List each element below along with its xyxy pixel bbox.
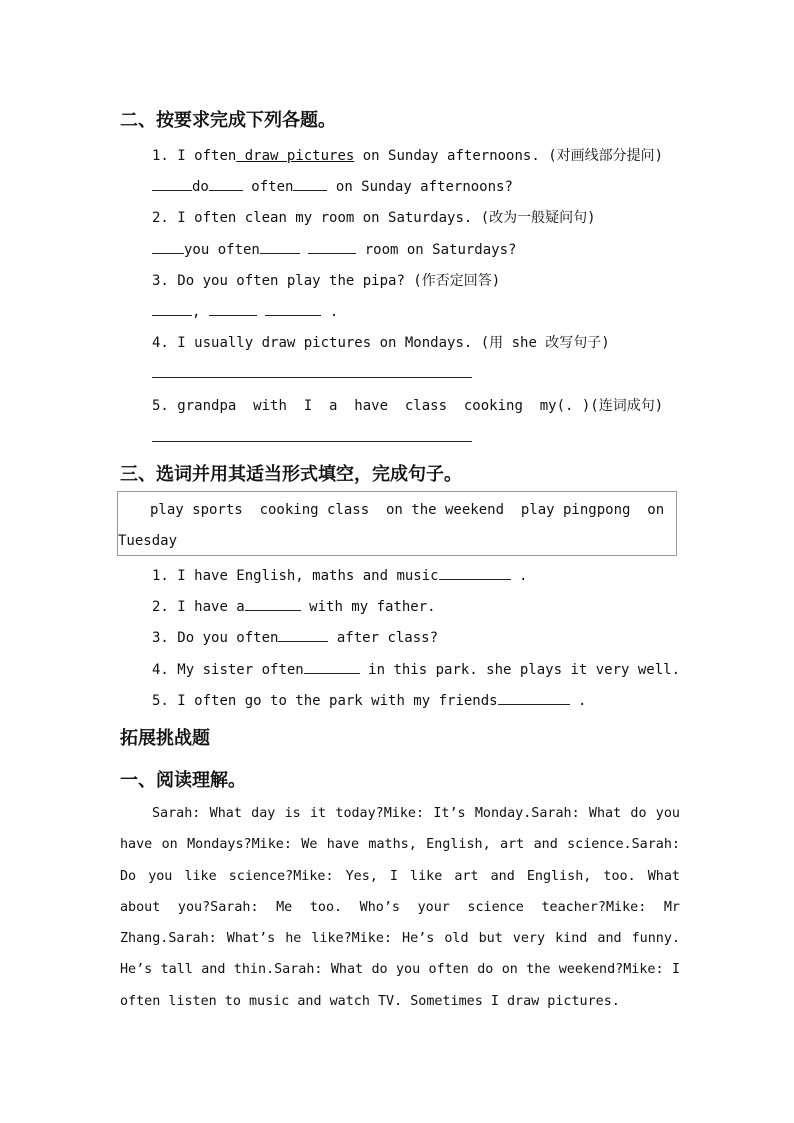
s2-item-4: 4. I usually draw pictures on Mondays. (用 she 改写句子) xyxy=(152,335,610,351)
s2-answer-2: you often room on Saturdays? xyxy=(152,239,516,258)
passage-text: Sarah: What day is it today?Mike: It’s Monday.Sarah: What do you have on Mondays?Mike: We have maths, English, art and science.Sarah: Do you like science?Mike: Yes, I like art and English, too. What about you?Sarah: Me too. Who’s your science teacher?Mike: Mr Zhang.Sarah: What’s he like?Mike: He’s old but very kind and funny. He’s tall and thin.Sarah: What do you often do on the weekend?Mike: I often listen to music and watch TV. Sometimes I draw pictures. xyxy=(120,806,680,1009)
blank[interactable] xyxy=(245,596,301,611)
blank[interactable] xyxy=(152,301,192,316)
blank[interactable] xyxy=(265,301,321,316)
word-bank-line: play sports cooking class on the weekend play pingpong on xyxy=(150,502,665,518)
s2-answer-1: do often on Sunday afternoons? xyxy=(152,176,513,195)
blank[interactable] xyxy=(498,690,570,705)
s3-item-1: 1. I have English, maths and music . xyxy=(152,565,527,584)
blank[interactable] xyxy=(152,239,184,254)
section3-title: 三、选词并用其适当形式填空，完成句子。 xyxy=(120,464,462,485)
s2-item-5: 5. grandpa with I a have class cooking my(. )(连词成句) xyxy=(152,398,664,414)
blank[interactable] xyxy=(209,176,243,191)
reading-title: 一、阅读理解。 xyxy=(120,770,246,791)
blank[interactable] xyxy=(304,659,360,674)
extension-title: 拓展挑战题 xyxy=(120,728,210,749)
reading-passage xyxy=(120,798,680,1017)
underlined-phrase: draw pictures xyxy=(236,148,355,164)
section2-title: 二、按要求完成下列各题。 xyxy=(120,110,336,131)
s3-item-2: 2. I have a with my father. xyxy=(152,596,436,615)
blank[interactable] xyxy=(260,239,300,254)
s2-answer-3: , . xyxy=(152,301,338,320)
blank[interactable] xyxy=(293,176,327,191)
s3-item-4: 4. My sister often in this park. she plays it very well. xyxy=(152,659,680,678)
blank[interactable] xyxy=(308,239,356,254)
blank[interactable] xyxy=(152,176,192,191)
s2-item-3: 3. Do you often play the pipa? (作否定回答) xyxy=(152,273,501,289)
word-bank-line: Tuesday xyxy=(118,533,178,549)
s3-item-5: 5. I often go to the park with my friends . xyxy=(152,690,586,709)
s3-item-3: 3. Do you often after class? xyxy=(152,627,438,646)
answer-line[interactable] xyxy=(152,377,472,378)
s2-item-1: 1. I often draw pictures on Sunday afternoons. (对画线部分提问) xyxy=(152,148,664,164)
blank[interactable] xyxy=(209,301,257,316)
blank[interactable] xyxy=(278,627,328,642)
answer-line[interactable] xyxy=(152,441,472,442)
word-bank-box xyxy=(117,491,677,556)
s2-item-2: 2. I often clean my room on Saturdays. (改为一般疑问句) xyxy=(152,210,596,226)
blank[interactable] xyxy=(439,565,511,580)
